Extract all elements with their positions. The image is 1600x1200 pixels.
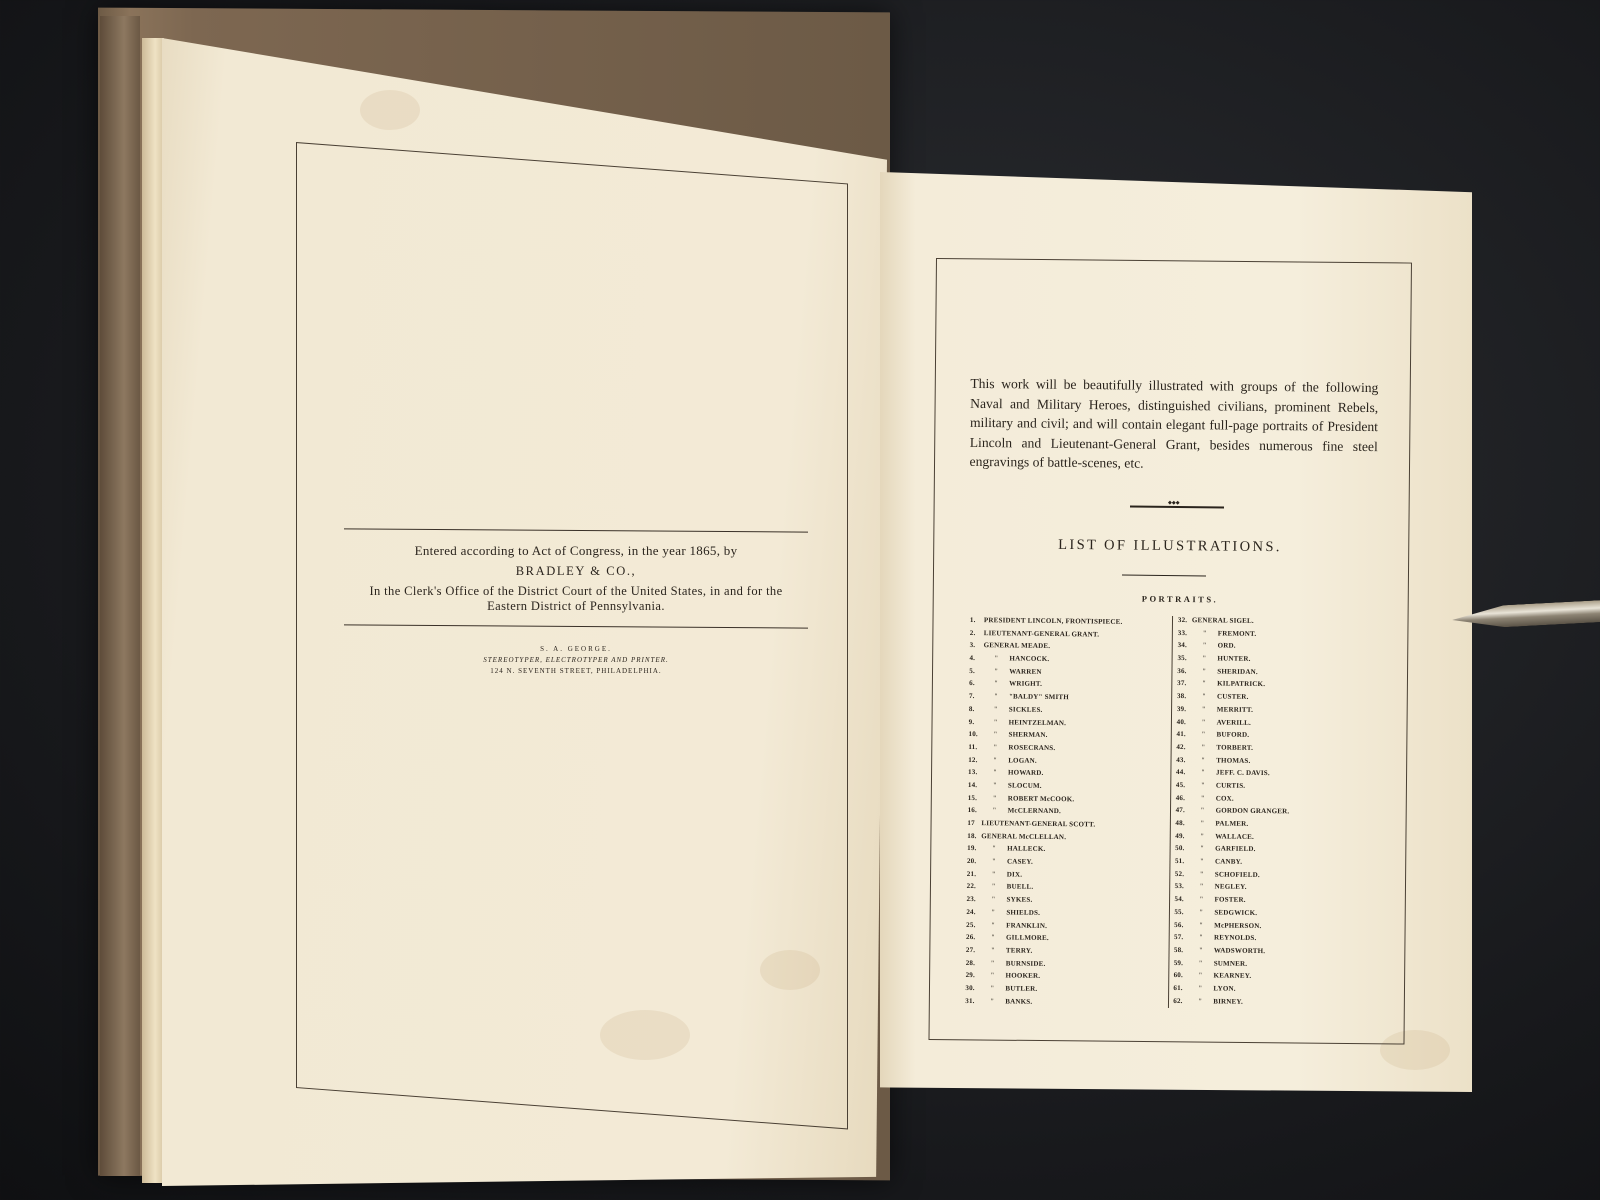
entry-number: 23. [966,895,976,904]
entry-number: 6. [969,679,975,688]
entry-number: 39. [1176,704,1187,713]
ditto-mark: " [991,946,995,955]
ditto-mark: " [1198,996,1202,1005]
printer-address: 124 N. SEVENTH STREET, PHILADELPHIA. [490,667,662,675]
ditto-mark: " [1201,793,1205,802]
entry-name: LOGAN. [1008,756,1037,765]
entry-number: 48. [1175,818,1185,828]
entry-name: HEINTZELMAN. [1008,717,1067,727]
entry-number: 43. [1176,755,1186,764]
entry-name: FRANKLIN. [1006,920,1048,930]
ditto-mark: " [1202,692,1206,701]
entry-name: BIRNEY. [1213,997,1244,1006]
ditto-mark: " [990,996,994,1005]
ditto-mark: " [993,781,997,790]
ditto-mark: " [993,793,997,802]
clerk-office-line-1: In the Clerk's Office of the District Court of the United States, in and for the [369,584,783,598]
entry-number: 59. [1173,958,1184,967]
ditto-mark: " [1200,882,1204,891]
entry-number: 26. [966,933,976,942]
ditto-mark: " [1201,730,1206,739]
ditto-mark: " [1201,781,1205,790]
bookmark-pointer [1452,600,1600,630]
entry-name: SYKES. [1006,895,1033,904]
ditto-mark: " [1201,743,1205,752]
ditto-mark: " [993,755,997,764]
entry-number: 25. [966,920,976,929]
entry-name: DIX. [1006,870,1023,879]
entry-number: 47. [1175,806,1186,815]
entry-number: 9. [968,717,975,726]
entry-number: 38. [1176,692,1187,701]
entry-number: 40. [1176,717,1187,726]
entry-number: 13. [968,768,978,777]
entry-number: 57. [1174,933,1184,942]
ditto-mark: " [1202,705,1206,714]
entry-number: 46. [1175,793,1186,802]
entry-number: 12. [968,755,978,764]
ditto-mark: " [991,971,995,980]
entry-number: 15. [967,793,978,802]
ditto-mark: " [1199,920,1203,929]
list-of-illustrations-title: LIST OF ILLUSTRATIONS. [1058,536,1282,556]
entry-number: 30. [965,983,975,993]
entry-number: 10. [968,730,978,739]
ditto-mark: " [991,895,996,904]
ditto-mark: " [993,768,997,777]
top-rule [344,528,808,532]
entry-number: 49. [1175,831,1185,840]
entry-name: BUTLER. [1005,984,1038,993]
entry-name: SUMNER. [1213,959,1248,968]
entry-name: KEARNEY. [1213,971,1252,981]
entry-number: 2. [969,628,976,637]
ditto-mark: " [1200,819,1205,828]
clerk-office-line-2: Eastern District of Pennsylvania. [487,599,665,613]
ditto-mark: " [994,705,998,714]
entry-name: LYON. [1213,984,1236,993]
entry-name: LIEUTENANT-GENERAL SCOTT. [981,819,1096,829]
intro-paragraph: This work will be beautifully illustrated with groups of the following Naval and Military Heroes, distinguished civilians, prominent Rebels, military and civil; and will contain elegant full-page portraits of President Lincoln and Lieutenant-General Grant, besides numerous fine steel engravings of battle-scenes, etc. [969,375,1379,471]
ditto-mark: " [1202,679,1206,688]
entry-name: GENERAL SIGEL. [1191,616,1254,625]
bottom-rule [344,624,808,628]
ditto-mark: " [1202,717,1206,726]
entry-name: SHERIDAN. [1217,667,1258,676]
entry-name: TERRY. [1005,946,1033,955]
entry-number: 58. [1173,945,1184,954]
portraits-list-left [965,614,1170,1010]
ditto-mark: " [1202,667,1206,676]
entry-name: WARREN [1009,667,1042,676]
ditto-mark: " [1201,806,1205,815]
entry-number: 33. [1177,628,1188,637]
entry-name: HOWARD. [1008,768,1044,778]
ditto-mark: " [993,806,997,815]
entry-number: 34. [1177,641,1188,650]
entry-name: GILLMORE. [1005,933,1049,943]
ditto-mark: " [1199,946,1203,955]
entry-number: 19. [967,844,977,853]
entry-name: FREMONT. [1217,629,1257,638]
ditto-mark: " [1199,933,1203,942]
entry-name: ORD. [1217,641,1236,651]
ditto-mark: " [991,920,995,929]
ditto-mark: " [991,933,995,942]
entry-name: GENERAL McCLELLAN. [981,831,1067,841]
entry-name: BURNSIDE. [1005,959,1046,968]
ditto-mark: " [1200,870,1204,879]
portraits-heading: PORTRAITS. [1141,593,1219,605]
ditto-mark: " [992,870,996,879]
entry-name: SHIELDS. [1006,908,1041,917]
entry-number: 18. [967,831,977,840]
entry-name: FOSTER. [1214,895,1246,904]
entry-name: HANCOCK. [1009,654,1050,664]
entry-number: 5. [969,666,976,675]
entry-number: 17 [967,818,975,828]
ditto-mark: " [1201,755,1205,764]
entry-name: ROBERT McCOOK. [1007,794,1075,803]
ditto-mark: " [1200,844,1204,853]
entry-number: 22. [966,882,977,891]
entry-number: 55. [1174,907,1184,916]
entry-number: 51. [1174,857,1185,866]
printer-role: STEREOTYPER, ELECTROTYPER AND PRINTER. [483,656,669,664]
ditto-mark: " [1199,958,1203,967]
entry-name: WADSWORTH. [1213,946,1266,955]
entry-number: 32. [1177,615,1188,625]
entry-number: 27. [965,945,976,954]
entry-name: LIEUTENANT-GENERAL GRANT. [983,628,1100,639]
ditto-mark: " [994,654,999,663]
ditto-mark: " [1198,984,1203,993]
entry-name: COX. [1215,794,1234,803]
entry-name: GARFIELD. [1215,844,1256,854]
entry-number: 11. [968,742,978,751]
ditto-mark: " [991,908,995,917]
entry-number: 1. [969,615,976,625]
entry-name: HOOKER. [1005,971,1041,981]
entry-number: 52. [1174,869,1185,878]
ditto-mark: " [1199,895,1204,904]
entry-name: SEDGWICK. [1214,908,1258,917]
copyright-entered: Entered according to Act of Congress, in the year 1865, by [414,543,738,558]
entry-number: 42. [1176,742,1186,751]
entry-name: TORBERT. [1216,743,1254,752]
entry-name: GENERAL MEADE. [983,641,1051,651]
ditto-mark: " [1201,768,1205,777]
entry-name: MERRITT. [1216,705,1254,714]
entry-name: GORDON GRANGER. [1215,806,1290,816]
printer-name: S. A. GEORGE. [540,645,612,653]
ditto-mark: " [994,692,998,701]
entry-number: 20. [966,857,977,866]
entry-number: 21. [966,869,977,878]
entry-name: NEGLEY. [1214,882,1247,892]
ditto-mark: " [992,857,996,866]
ditto-mark: " [1200,857,1204,866]
entry-name: CURTIS. [1215,781,1246,790]
entry-number: 60. [1173,971,1183,980]
copyright-block [336,530,816,675]
entry-number: 3. [969,641,976,650]
entry-number: 45. [1175,780,1186,790]
entry-number: 31. [965,996,975,1005]
entry-number: 56. [1174,920,1184,929]
ditto-mark: " [1202,654,1207,663]
ditto-mark: " [992,844,996,853]
entry-name: CUSTER. [1216,692,1249,701]
entry-number: 8. [968,704,975,713]
foxing-stain [360,90,420,130]
entry-number: 54. [1174,895,1184,904]
ditto-mark: " [992,882,996,891]
entry-name: SHERMAN. [1008,730,1048,740]
entry-number: 41. [1176,730,1186,739]
entry-number: 28. [965,958,976,967]
entry-number: 50. [1175,844,1185,853]
entry-name: THOMAS. [1216,756,1251,765]
portrait-entry [965,995,1165,1010]
entry-name: CASEY. [1006,857,1034,866]
ditto-mark: " [1203,628,1207,638]
portraits-list-right [1173,614,1378,1010]
entry-number: 14. [967,780,978,790]
ditto-mark: " [1199,908,1203,917]
entry-name: SICKLES. [1008,705,1043,714]
ditto-mark: " [991,958,995,967]
entry-number: 7. [968,692,975,701]
entry-name: McPHERSON. [1214,920,1262,930]
entry-name: PALMER. [1215,819,1249,828]
entry-name: ROSECRANS. [1008,743,1056,752]
ditto-mark: " [994,679,998,688]
entry-number: 4. [969,654,976,663]
entry-name: WALLACE. [1215,832,1255,841]
ditto-mark: " [993,730,998,739]
entry-number: 35. [1177,654,1187,663]
entry-name: "BALDY" SMITH [1008,692,1070,702]
entry-number: 61. [1173,983,1183,993]
entry-name: McCLERNAND. [1007,806,1061,816]
entry-number: 44. [1176,768,1186,777]
entry-name: KILPATRICK. [1217,679,1266,689]
entry-name: CANBY. [1214,857,1243,866]
entry-number: 16. [967,806,978,815]
ditto-mark: " [993,743,997,752]
book-spine [100,16,140,1176]
entry-number: 36. [1177,666,1187,675]
publisher-name: BRADLEY & CO., [515,564,637,578]
entry-name: REYNOLDS. [1213,933,1257,943]
entry-name: WRIGHT. [1009,679,1043,689]
ditto-mark: " [990,984,995,993]
entry-number: 24. [966,907,976,916]
entry-name: BUFORD. [1216,730,1250,740]
entry-name: HUNTER. [1217,654,1251,663]
portrait-entry [1173,995,1373,1010]
ditto-mark: " [1203,641,1207,650]
entry-number: 29. [965,971,975,980]
ditto-mark: " [1200,831,1204,841]
page-fold [142,38,164,1183]
ditto-mark: " [1199,971,1203,980]
entry-number: 62. [1173,996,1183,1005]
entry-name: SLOCUM. [1007,781,1042,790]
entry-number: 53. [1174,882,1185,891]
entry-name: JEFF. C. DAVIS. [1216,768,1270,778]
entry-name: BUELL. [1006,882,1034,892]
entry-name: PRESIDENT LINCOLN, FRONTISPIECE. [983,616,1123,626]
entry-name: AVERILL. [1216,717,1252,727]
entry-name: HALLECK. [1007,844,1046,854]
ditto-mark: " [994,717,998,726]
entry-name: BANKS. [1005,997,1033,1006]
ditto-mark: " [994,667,998,676]
entry-number: 37. [1177,679,1187,688]
entry-name: SCHOFIELD. [1214,870,1260,879]
